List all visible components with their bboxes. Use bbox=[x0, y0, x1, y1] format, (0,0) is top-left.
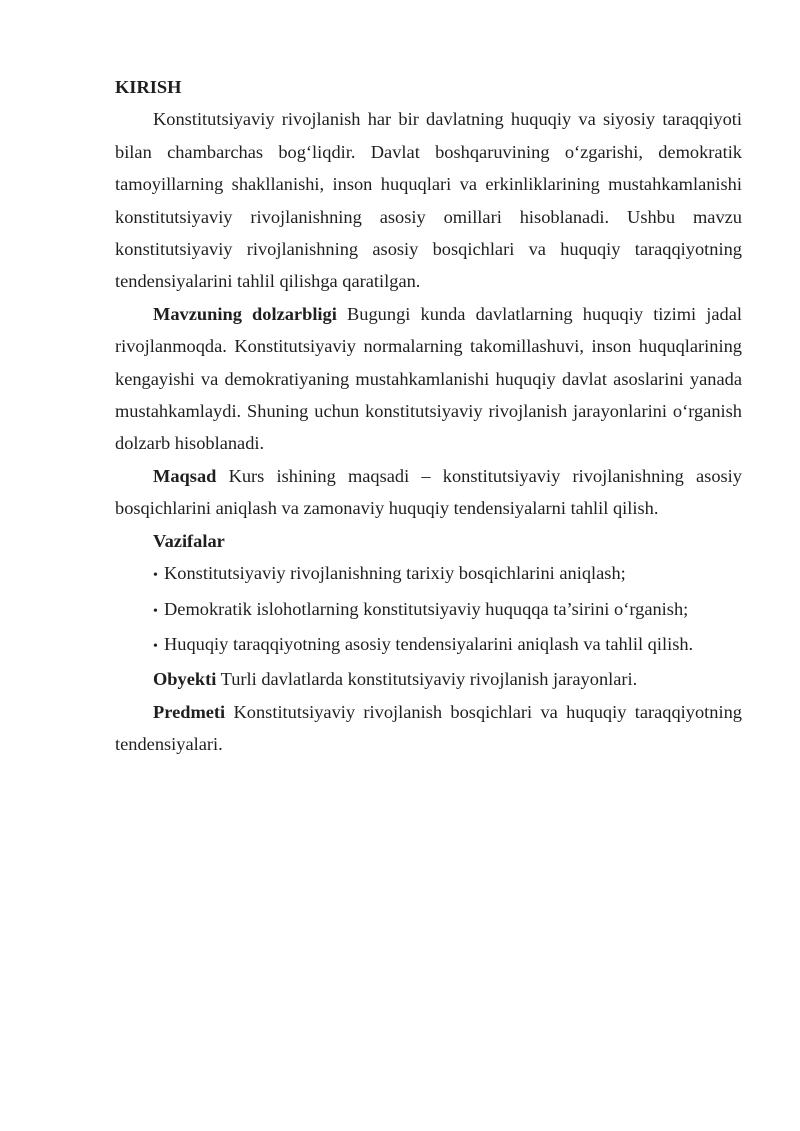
bullet-icon: • bbox=[153, 638, 158, 654]
bullet-icon: • bbox=[153, 603, 158, 619]
task-text: Huquqiy taraqqiyotning asosiy tendensiyalarini aniqlash va tahlil qilish. bbox=[164, 633, 694, 654]
object-text: Turli davlatlarda konstitutsiyaviy rivojlanish jarayonlari. bbox=[220, 669, 638, 690]
relevance-label: Mavzuning dolzarbligi bbox=[153, 303, 337, 324]
section-heading: KIRISH bbox=[115, 77, 182, 97]
task-text: Demokratik islohotlarning konstitutsiyaviy huquqqa ta’sirini o‘rganish; bbox=[164, 598, 689, 619]
subject-paragraph bbox=[115, 696, 742, 761]
tasks-heading: Vazifalar bbox=[153, 530, 225, 551]
object-paragraph bbox=[115, 663, 742, 695]
relevance-paragraph bbox=[115, 298, 742, 460]
document-body bbox=[115, 71, 742, 761]
subject-text: Konstitutsiyaviy rivojlanish bosqichlari va huquqiy taraqqiyotning tendensiyalari. bbox=[115, 701, 742, 755]
bullet-icon: • bbox=[153, 568, 158, 584]
goal-label: Maqsad bbox=[153, 465, 217, 486]
intro-paragraph: Konstitutsiyaviy rivojlanish har bir davlatning huquqiy va siyosiy taraqqiyoti bilan chambarchas bog‘liqdir. Davlat boshqaruvining o‘zgarishi, demokratik tamoyillarning shakllanishi, inson huquqlari va erkinliklarining mustahkamlanishi konstitutsiyaviy rivojlanishning asosiy omillari hisoblanadi. Ushbu mavzu konstitutsiyaviy rivojlanishning asosiy bosqichlari va huquqiy taraqqiyotning tendensiyalarini tahlil qilishga qaratilgan. bbox=[115, 109, 742, 292]
goal-paragraph bbox=[115, 460, 742, 525]
goal-text: Kurs ishining maqsadi – konstitutsiyaviy rivojlanishning asosiy bosqichlarini aniqlash va zamonaviy huquqiy tendensiyalarni tahlil qilish. bbox=[115, 465, 742, 519]
task-item bbox=[153, 593, 742, 628]
subject-label: Predmeti bbox=[153, 701, 226, 722]
task-item bbox=[153, 557, 742, 592]
tasks-list bbox=[115, 557, 742, 663]
task-text: Konstitutsiyaviy rivojlanishning tarixiy bosqichlarini aniqlash; bbox=[164, 563, 626, 584]
object-label: Obyekti bbox=[153, 669, 217, 690]
task-item bbox=[153, 628, 742, 663]
relevance-text: Bugungi kunda davlatlarning huquqiy tizimi jadal rivojlanmoqda. Konstitutsiyaviy normalarning takomillashuvi, inson huquqlarining kengayishi va demokratiyaning mustahkamlanishi huquqiy davlat asoslarini yanada mustahkamlaydi. Shuning uchun konstitutsiyaviy rivojlanish jarayonlarini o‘rganish dolzarb hisoblanadi. bbox=[115, 303, 742, 454]
